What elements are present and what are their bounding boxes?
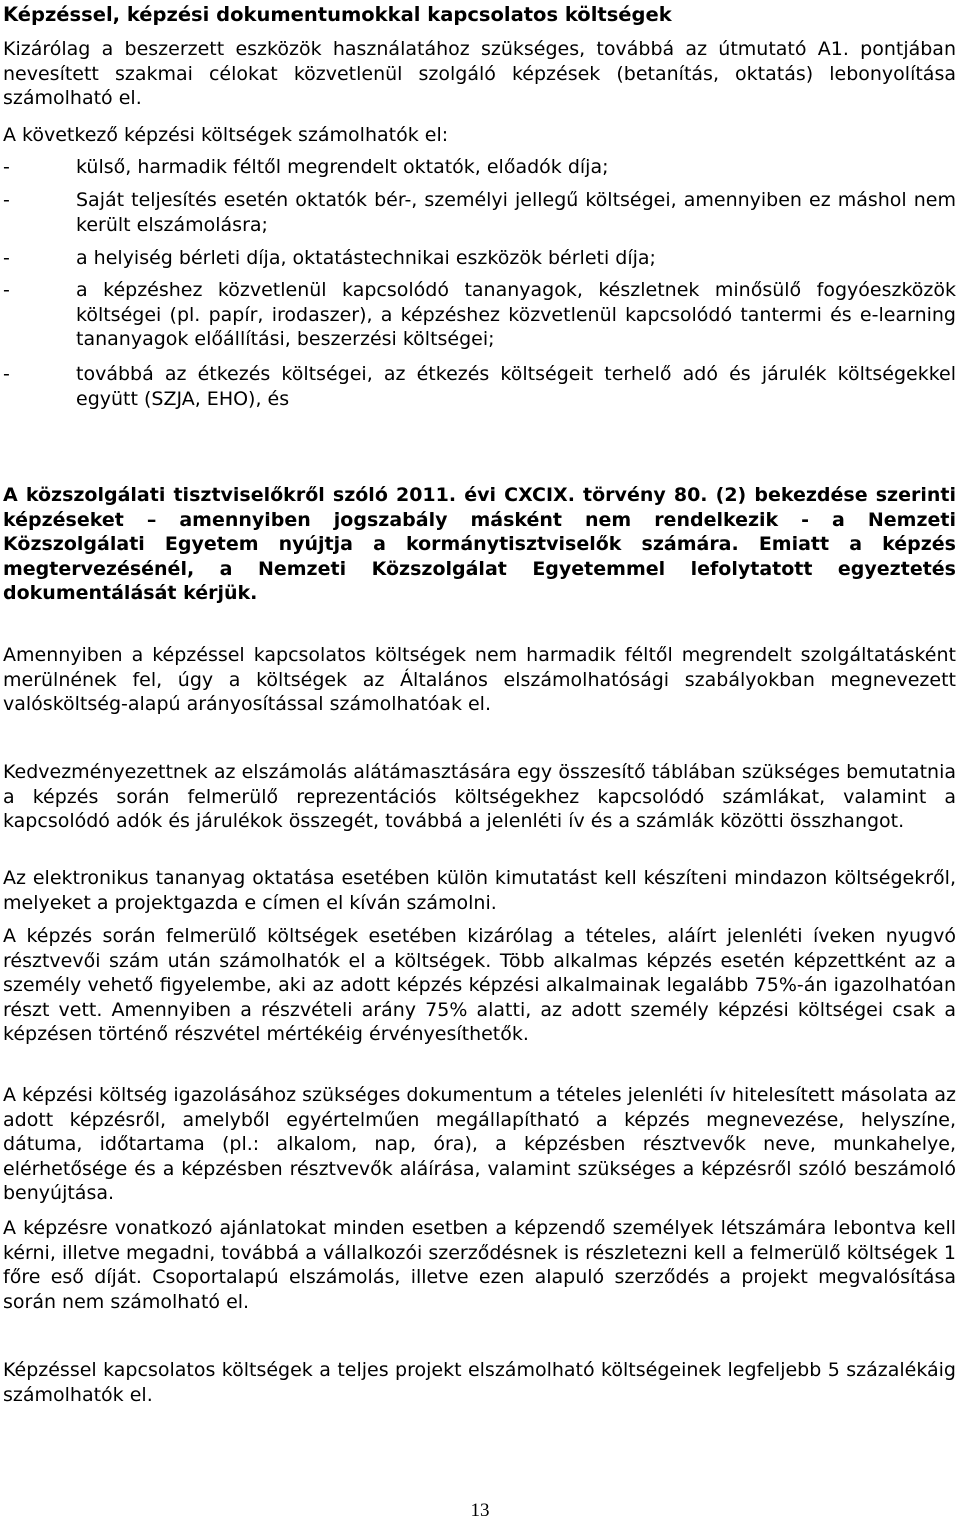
list-item-text: külső, harmadik féltől megrendelt oktatók, előadók díja; xyxy=(76,156,609,178)
list-item xyxy=(3,188,956,237)
list-intro: A következő képzési költségek számolhatók el: xyxy=(3,124,449,146)
list-dash: - xyxy=(3,279,10,301)
list-item xyxy=(3,362,956,411)
list-dash: - xyxy=(3,247,10,269)
list-item-text: a képzéshez közvetlenül kapcsolódó tananyagok, készletnek minősülő fogyóeszközök költségei (pl. papír, irodaszer), a képzéshez közvetlenül kapcsolódó tantermi és e-learning tananyagok előállítási, beszerzési költségei; xyxy=(76,279,956,350)
list-item-text: továbbá az étkezés költségei, az étkezés költségeit terhelő adó és járulék költségekkel együtt (SZJA, EHO), és xyxy=(76,363,956,410)
body-paragraph: Amennyiben a képzéssel kapcsolatos költségek nem harmadik féltől megrendelt szolgáltatásként merülnének fel, úgy a költségek az Általános elszámolhatósági szabályokban megnevezett valósköltség-alapú arányosítással számolhatóak el. xyxy=(3,644,956,715)
legal-notice-paragraph: A közszolgálati tisztviselőkről szóló 2011. évi CXCIX. törvény 80. (2) bekezdése szerinti képzéseket – amennyiben jogszabály másként nem rendelkezik - a Nemzeti Közszolgálati Egyetem nyújtja a kormánytisztviselők számára. Emiatt a képzés megtervezésénél, a Nemzeti Közszolgálat Egyetemmel lefolytatott egyeztetés dokumentálását kérjük. xyxy=(3,484,956,604)
body-paragraph: A képzésre vonatkozó ajánlatokat minden esetben a képzendő személyek létszámára lebontva kell kérni, illetve megadni, továbbá a vállalkozói szerződésnek is részletezni kell a felmerülő költségek 1 főre eső díját. Csoportalapú elszámolás, illetve ezen alapuló szerződés a projekt megvalósítása során nem számolható el. xyxy=(3,1217,956,1313)
list-dash: - xyxy=(3,363,10,385)
list-item xyxy=(3,246,956,271)
body-paragraph: A képzés során felmerülő költségek esetében kizárólag a tételes, aláírt jelenléti íveken nyugvó résztvevői szám után számolhatók el a költségek. Több alkalmas képzés esetén képzettként az a személy vehető figyelembe, aki az adott képzés képzési alkalmainak legalább 75%-án igazolhatóan részt vett. Amennyiben a részvételi arány 75% alatti, az adott személy képzési költségei csak a képzésen történő részvétel mértékéig érvényesíthetők. xyxy=(3,925,956,1045)
intro-paragraph: Kizárólag a beszerzett eszközök használatához szükséges, továbbá az útmutató A1. pontjában nevesített szakmai célokat közvetlenül szolgáló képzések (betanítás, oktatás) lebonyolítása számolható el. xyxy=(3,38,956,109)
list-dash: - xyxy=(3,156,10,178)
list-item xyxy=(3,278,956,352)
body-paragraph: Az elektronikus tananyag oktatása esetében külön kimutatást kell készíteni mindazon költségekről, melyeket a projektgazda e címen el kíván számolni. xyxy=(3,867,956,914)
page-number: 13 xyxy=(470,1500,490,1521)
body-paragraph: Kedvezményezettnek az elszámolás alátámasztására egy összesítő táblában szükséges bemutatnia a képzés során felmerülő reprezentációs költségekhez kapcsolódó számlákat, valamint a kapcsolódó adók és járulékok összegét, továbbá a jelenléti ív és a számlák közötti összhangot. xyxy=(3,761,956,832)
body-paragraph: A képzési költség igazolásához szükséges dokumentum a tételes jelenléti ív hitelesített másolata az adott képzésről, amelyből egyértelműen megállapítható a képzés megnevezése, helyszíne, dátuma, időtartama (pl.: alkalom, nap, óra), a képzésben résztvevők neve, munkahelye, elérhetősége és a képzésben résztvevők aláírása, valamint szükséges a képzésről szóló beszámoló benyújtása. xyxy=(3,1084,956,1204)
list-item-text: Saját teljesítés esetén oktatók bér-, személyi jellegű költségei, amennyiben ez máshol nem került elszámolásra; xyxy=(76,189,956,236)
list-dash: - xyxy=(3,189,10,211)
page-title: Képzéssel, képzési dokumentumokkal kapcsolatos költségek xyxy=(3,3,672,26)
list-item-text: a helyiség bérleti díja, oktatástechnikai eszközök bérleti díja; xyxy=(76,247,656,269)
body-paragraph: Képzéssel kapcsolatos költségek a teljes projekt elszámolható költségeinek legfeljebb 5 százalékáig számolhatók el. xyxy=(3,1359,956,1406)
list-item xyxy=(3,155,956,180)
